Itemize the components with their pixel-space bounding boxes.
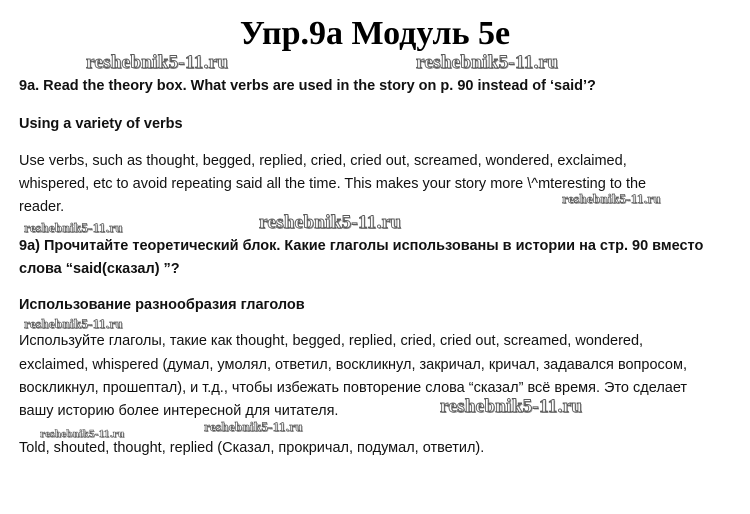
page-title: Упр.9а Модуль 5е bbox=[239, 15, 511, 52]
english-body-line: Use verbs, such as thought, begged, replied, cried, cried out, screamed, wondered, exclaimed, bbox=[19, 153, 627, 169]
russian-body-line: воскликнул, прошептал), и т.д., чтобы избежать повторение слова “сказал” всё время. Это сделает bbox=[19, 380, 688, 396]
russian-task-line: 9а) Прочитайте теоретический блок. Какие глаголы использованы в истории на стр. 90 вместо bbox=[19, 238, 704, 254]
watermark: reshebnik5-11.ru bbox=[40, 428, 125, 440]
watermark: reshebnik5-11.ru bbox=[24, 220, 123, 235]
russian-body-line: вашу историю более интересной для читателя. bbox=[19, 403, 339, 419]
watermark: reshebnik5-11.ru bbox=[259, 212, 402, 233]
watermark: reshebnik5-11.ru bbox=[440, 396, 583, 417]
russian-task-line: слова “said(сказал) ”? bbox=[19, 261, 180, 277]
watermark: reshebnik5-11.ru bbox=[24, 316, 123, 331]
russian-body-line: exclaimed, whispered (думал, умолял, ответил, воскликнул, закричал, кричал, задавался вопросом, bbox=[19, 357, 687, 373]
english-body-line: whispered, etc to avoid repeating said all the time. This makes your story more \^mteresting to the bbox=[19, 176, 647, 192]
watermark: reshebnik5-11.ru bbox=[416, 52, 559, 73]
english-heading: Using a variety of verbs bbox=[19, 116, 183, 132]
english-task: 9a. Read the theory box. What verbs are used in the story on p. 90 instead of ‘said’? bbox=[19, 78, 596, 94]
watermark: reshebnik5-11.ru bbox=[204, 419, 303, 434]
answer-text: Told, shouted, thought, replied (Сказал, прокричал, подумал, ответил). bbox=[19, 440, 485, 456]
watermark: reshebnik5-11.ru bbox=[562, 191, 661, 206]
russian-heading: Использование разнообразия глаголов bbox=[19, 297, 305, 313]
english-body-line: reader. bbox=[19, 199, 65, 215]
watermark: reshebnik5-11.ru bbox=[86, 52, 229, 73]
russian-body-line: Используйте глаголы, такие как thought, begged, replied, cried, cried out, screamed, wondered, bbox=[19, 333, 644, 349]
